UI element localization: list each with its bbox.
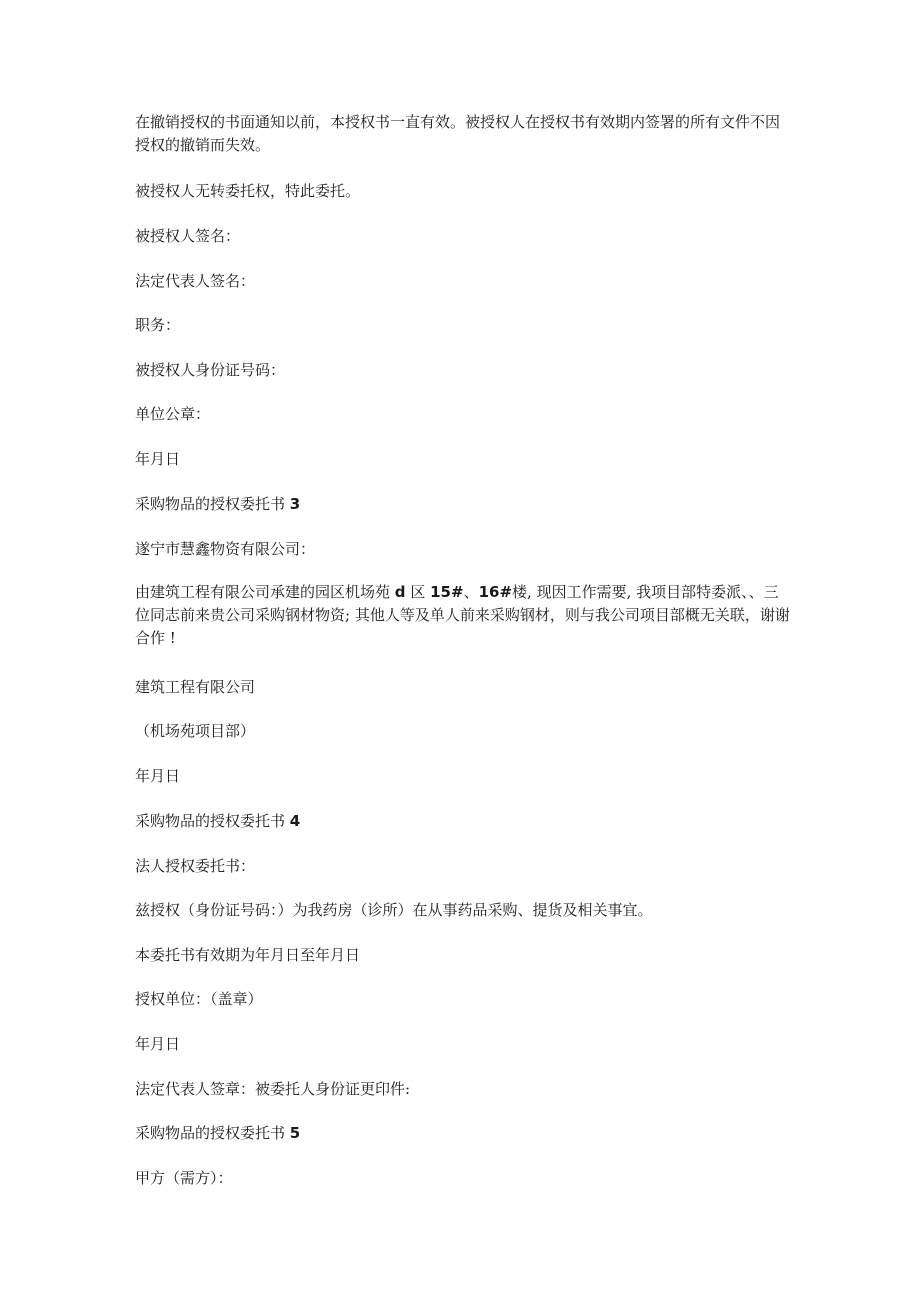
date-line: 年月日 [135, 450, 181, 468]
label-authorized-signature: 被授权人签名： [135, 227, 241, 245]
paragraph-authorization: 兹授权（身份证号码：）为我药房（诊所）在从事药品采购、提货及相关事宜。 [135, 901, 653, 919]
paragraph-purchase-delegation [135, 581, 790, 650]
recipient-line: 遂宁市慧鑫物资有限公司： [135, 540, 316, 558]
label-party-a: 甲方（需方）： [135, 1169, 233, 1187]
section-heading-3-number: 3 [289, 495, 301, 513]
delegation-zone-letter: d [394, 583, 406, 601]
label-company-seal: 单位公章： [135, 405, 211, 423]
delegation-text-c: 区 [410, 583, 426, 601]
validity-period: 本委托书有效期为年月日至年月日 [135, 946, 361, 964]
delegation-text-a: 由建筑工程有限公司承建的园区机场苑 [135, 583, 391, 601]
delegation-text-d: 、 [463, 583, 479, 601]
paragraph-revocation-validity: 在撤销授权的书面通知以前，本授权书一直有效。被授权人在授权书有效期内签署的所有文件不因授权的撤销而失效。 [135, 113, 781, 154]
section-heading-5-text: 采购物品的授权委托书 [135, 1124, 286, 1142]
section-heading-3 [135, 493, 790, 516]
legal-power-of-attorney: 法人授权委托书： [135, 857, 256, 875]
section-heading-4-number: 4 [289, 812, 301, 830]
section-heading-4-text: 采购物品的授权委托书 [135, 812, 286, 830]
project-department: （机场苑项目部） [135, 722, 256, 740]
section-heading-3-text: 采购物品的授权委托书 [135, 495, 286, 513]
date-line: 年月日 [135, 1035, 181, 1053]
label-legal-rep-signature: 法定代表人签名： [135, 272, 256, 290]
label-authorizing-unit: 授权单位：（盖章） [135, 990, 263, 1008]
date-line: 年月日 [135, 767, 181, 785]
label-position: 职务： [135, 316, 181, 334]
section-heading-5 [135, 1122, 790, 1145]
delegation-building-16: 16# [478, 583, 513, 601]
label-legal-rep-seal: 法定代表人签章：被委托人身份证更印件: [135, 1080, 411, 1098]
paragraph-no-sub-delegation: 被授权人无转委托权，特此委托。 [135, 182, 361, 200]
company-name: 建筑工程有限公司 [135, 678, 256, 696]
delegation-text-e: 楼, 现因工作需要, 我项目部特委派、、三位同志前来贵公司采购钢材物资; 其他人等及单人前来采购钢材，则与我公司项目部概无关联，谢谢合作 ! [135, 583, 790, 647]
section-heading-5-number: 5 [289, 1124, 301, 1142]
delegation-building-15: 15# [430, 583, 464, 601]
label-id-number: 被授权人身份证号码： [135, 361, 286, 379]
section-heading-4 [135, 810, 790, 833]
